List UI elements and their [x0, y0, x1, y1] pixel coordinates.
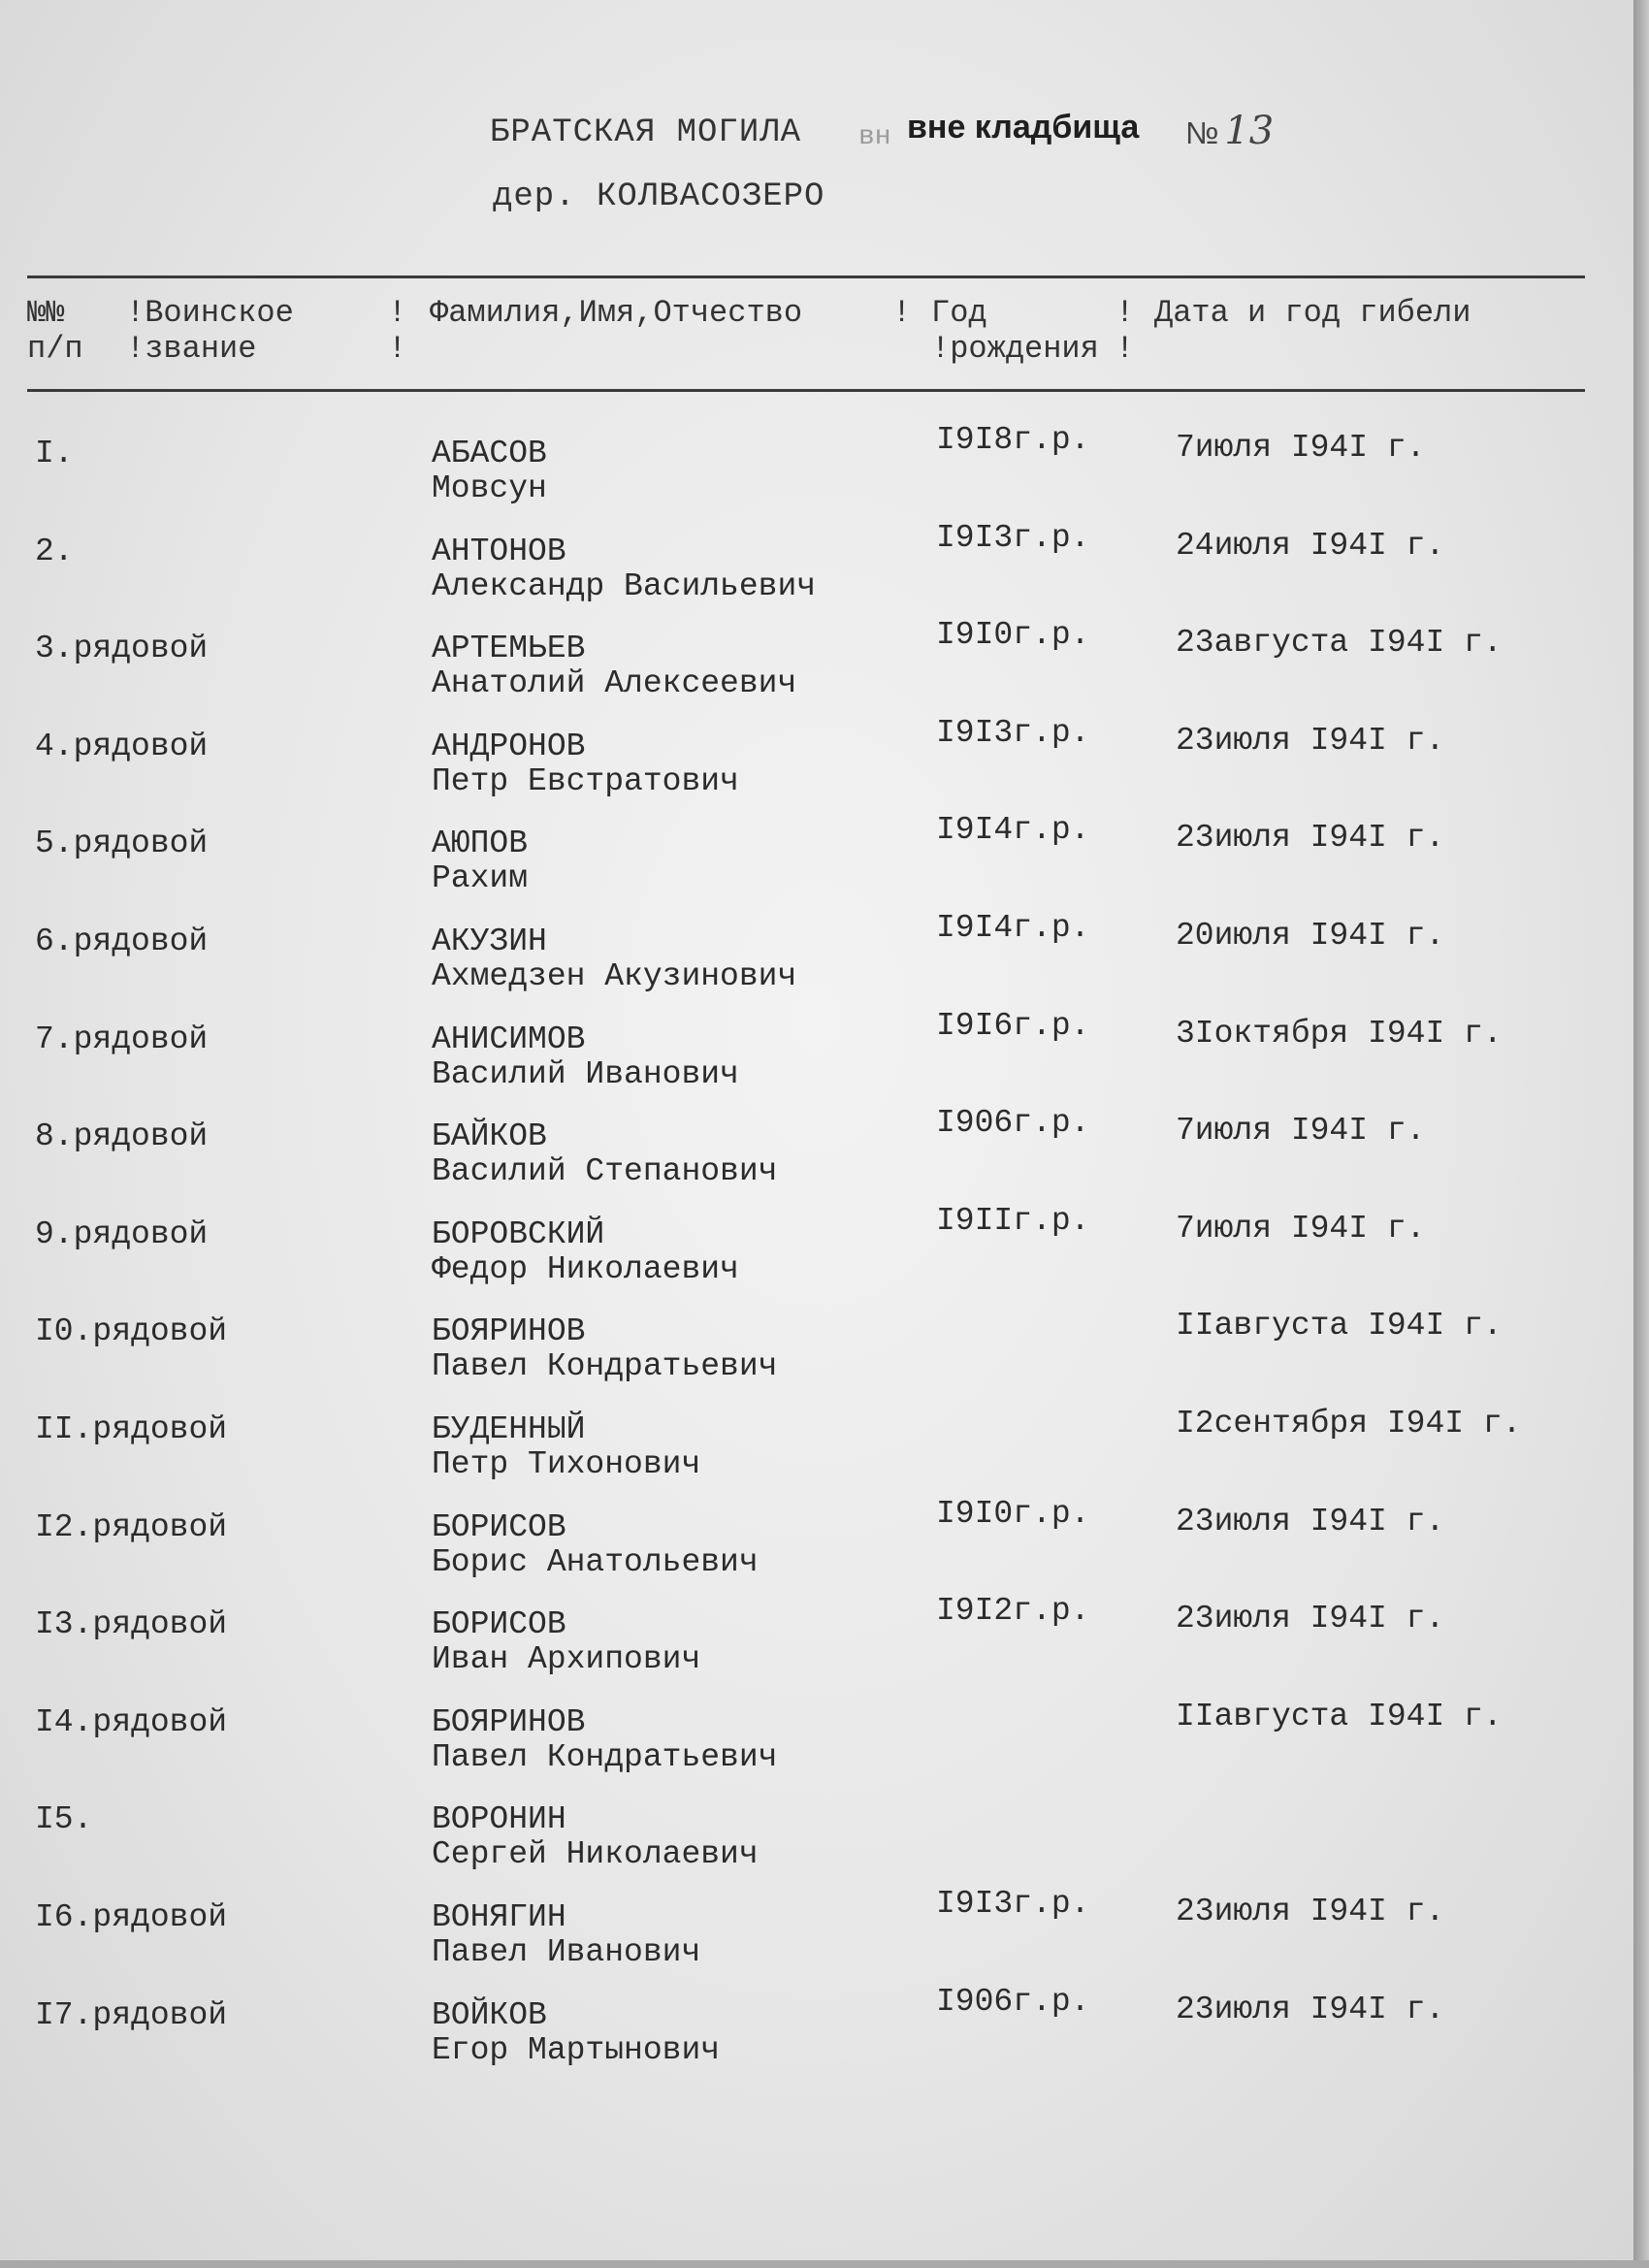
- row-birth-year: I9I4г.р.: [936, 910, 1090, 946]
- row-given-names: Петр Тихонович: [432, 1446, 701, 1482]
- table-row: [0, 910, 1633, 1021]
- row-death-date: 23июля I94I г.: [1176, 722, 1445, 759]
- row-number-rank: [35, 1119, 208, 1154]
- table-row: [0, 1802, 1633, 1899]
- row-surname: БОРОВСКИЙ: [432, 1215, 605, 1252]
- header-separator: !: [1116, 295, 1135, 331]
- table-row: [0, 1593, 1633, 1704]
- row-number: 3.: [35, 631, 74, 667]
- row-given-names: Петр Евстратович: [432, 762, 739, 799]
- row-number: I2.: [35, 1508, 93, 1545]
- row-given-names: Александр Васильевич: [432, 567, 817, 604]
- row-number-rank: [35, 1705, 227, 1740]
- row-death-date: I2сентября I94I г.: [1176, 1406, 1522, 1442]
- row-surname: БОРИСОВ: [432, 1606, 566, 1643]
- table-row: [0, 1698, 1633, 1802]
- row-rank: рядовой: [92, 1996, 228, 2033]
- row-death-date: 23июля I94I г.: [1176, 1503, 1445, 1539]
- table-row: [0, 1495, 1633, 1607]
- row-number-rank: [35, 826, 208, 861]
- row-surname: АНИСИМОВ: [432, 1021, 586, 1057]
- table-row: [0, 422, 1633, 534]
- row-rank: рядовой: [73, 1215, 209, 1252]
- row-surname: АЮПОВ: [432, 826, 529, 862]
- row-birth-year: I9I3г.р.: [936, 1886, 1090, 1922]
- row-rank: рядовой: [73, 1118, 209, 1155]
- row-number: 8.: [35, 1118, 74, 1155]
- row-number: I4.: [35, 1703, 93, 1740]
- row-given-names: Василий Иванович: [432, 1055, 739, 1092]
- table-row: [0, 1105, 1633, 1216]
- row-birth-year: I9I4г.р.: [936, 812, 1090, 849]
- grave-number-value: 13: [1224, 109, 1275, 153]
- header-full-name: Фамилия,Имя,Отчество: [430, 295, 803, 331]
- row-surname: АБАСОВ: [432, 436, 547, 471]
- table-row: [0, 519, 1633, 632]
- row-death-date: 7июля I94I г.: [1176, 1210, 1426, 1247]
- row-surname: ВОРОНИН: [432, 1801, 566, 1838]
- row-number: 6.: [35, 923, 74, 959]
- table-row: [0, 617, 1633, 729]
- row-death-date: IIавгуста I94I г.: [1176, 1698, 1503, 1734]
- row-given-names: Егор Мартынович: [432, 2031, 721, 2068]
- grave-number: [1185, 109, 1274, 153]
- row-number-rank: [35, 1900, 227, 1935]
- row-birth-year: I9I6г.р.: [936, 1007, 1090, 1044]
- table-row: [0, 1983, 1633, 2095]
- village-name: дер. КОЛВАСОЗЕРО: [493, 178, 825, 215]
- row-rank: рядовой: [92, 1606, 228, 1643]
- row-birth-year: I9I8г.р.: [936, 422, 1090, 458]
- row-number: 5.: [35, 826, 74, 862]
- header-rank: !Воинское !звание: [126, 295, 294, 367]
- row-number: I0.: [35, 1313, 93, 1350]
- row-number-rank: [35, 924, 208, 959]
- row-number: I6.: [35, 1899, 93, 1935]
- row-number: I7.: [35, 1996, 93, 2033]
- header-separator: !: [892, 295, 912, 331]
- row-surname: БУДЕННЫЙ: [432, 1411, 586, 1447]
- header-birth-year: Год !рождения: [931, 295, 1099, 367]
- row-given-names: Василий Степанович: [432, 1153, 778, 1190]
- row-number-rank: [35, 1998, 227, 2033]
- scan-edge: [0, 2260, 1649, 2268]
- row-death-date: 24июля I94I г.: [1176, 527, 1445, 564]
- row-given-names: Ахмедзен Акузинович: [432, 958, 797, 994]
- row-rank: рядовой: [73, 826, 209, 862]
- row-death-date: 23июля I94I г.: [1176, 1601, 1445, 1637]
- row-death-date: 23июля I94I г.: [1176, 1991, 1445, 2027]
- table-header-rule: [27, 389, 1585, 392]
- row-birth-year: I9I0г.р.: [936, 617, 1090, 654]
- row-given-names: Павел Иванович: [432, 1934, 701, 1970]
- row-rank: рядовой: [92, 1313, 228, 1350]
- scan-edge: [1633, 0, 1649, 2268]
- row-birth-year: I9I3г.р.: [936, 519, 1090, 556]
- row-surname: АРТЕМЬЕВ: [432, 631, 586, 667]
- table-row: [0, 1007, 1633, 1119]
- row-rank: рядовой: [92, 1703, 228, 1740]
- row-number-rank: [35, 535, 74, 569]
- row-given-names: Рахим: [432, 860, 529, 897]
- row-death-date: 23августа I94I г.: [1176, 625, 1503, 662]
- row-surname: АНТОНОВ: [432, 533, 566, 569]
- row-number: 9.: [35, 1215, 74, 1252]
- row-given-names: Федор Николаевич: [432, 1250, 739, 1287]
- row-number: I.: [35, 436, 74, 471]
- row-birth-year: I9I0г.р.: [936, 1495, 1090, 1532]
- row-rank: рядовой: [73, 631, 209, 667]
- row-given-names: Павел Кондратьевич: [432, 1738, 778, 1775]
- row-number-rank: [35, 1314, 227, 1349]
- row-rank: рядовой: [73, 728, 209, 764]
- row-given-names: Анатолий Алексеевич: [432, 665, 797, 702]
- row-number-rank: [35, 1510, 227, 1545]
- row-given-names: Сергей Николаевич: [432, 1836, 759, 1873]
- row-surname: АКУЗИН: [432, 923, 547, 959]
- row-rank: рядовой: [92, 1411, 228, 1447]
- row-death-date: 23июля I94I г.: [1176, 1894, 1445, 1929]
- table-row: [0, 714, 1633, 826]
- table-row: [0, 1406, 1633, 1509]
- row-surname: БОЯРИНОВ: [432, 1703, 586, 1740]
- row-death-date: 23июля I94I г.: [1176, 820, 1445, 857]
- row-number-rank: [35, 1802, 92, 1837]
- table-row: [0, 1886, 1633, 1997]
- table-row: [0, 812, 1633, 923]
- table-row: [0, 1202, 1633, 1314]
- row-surname: БОРИСОВ: [432, 1508, 566, 1545]
- row-rank: рядовой: [92, 1899, 228, 1935]
- row-death-date: 3Iоктября I94I г.: [1176, 1015, 1503, 1052]
- row-number: I5.: [35, 1801, 93, 1838]
- row-number-rank: [35, 632, 208, 666]
- header-death-date: Дата и год гибели: [1154, 295, 1471, 331]
- row-number: I3.: [35, 1606, 93, 1643]
- table-row: [0, 1308, 1633, 1411]
- header-separator: !: [1116, 331, 1135, 367]
- row-number-rank: [35, 729, 208, 764]
- row-number: II.: [35, 1411, 93, 1447]
- row-birth-year: I906г.р.: [936, 1983, 1090, 2020]
- row-rank: рядовой: [92, 1508, 228, 1545]
- row-number: 2.: [35, 533, 74, 569]
- row-number-rank: [35, 1022, 208, 1057]
- faint-strikethrough-text: вн: [858, 122, 891, 152]
- row-surname: БАЙКОВ: [432, 1118, 547, 1155]
- row-surname: АНДРОНОВ: [432, 728, 586, 764]
- row-number: 4.: [35, 728, 74, 764]
- row-given-names: Павел Кондратьевич: [432, 1348, 778, 1385]
- row-number: 7.: [35, 1021, 74, 1057]
- row-given-names: Мовсун: [432, 470, 547, 506]
- row-birth-year: I9IIг.р.: [936, 1202, 1090, 1239]
- row-number-rank: [35, 437, 74, 471]
- row-birth-year: I9I3г.р.: [936, 714, 1090, 751]
- row-number-rank: [35, 1217, 208, 1252]
- header-separator: ! !: [388, 295, 407, 367]
- row-rank: рядовой: [73, 923, 209, 959]
- row-birth-year: I906г.р.: [936, 1105, 1090, 1142]
- row-rank: рядовой: [73, 1021, 209, 1057]
- row-surname: ВОЙКОВ: [432, 1996, 547, 2033]
- row-given-names: Борис Анатольевич: [432, 1543, 759, 1580]
- row-surname: ВОНЯГИН: [432, 1899, 566, 1935]
- row-death-date: IIавгуста I94I г.: [1176, 1308, 1503, 1345]
- table-top-rule: [27, 275, 1585, 278]
- row-surname: БОЯРИНОВ: [432, 1313, 586, 1350]
- row-death-date: 20июля I94I г.: [1176, 918, 1445, 954]
- row-given-names: Иван Архипович: [432, 1641, 701, 1678]
- row-number-rank: [35, 1607, 227, 1642]
- header-number: №№ п/п: [27, 295, 83, 367]
- row-number-rank: [35, 1412, 227, 1447]
- row-death-date: 7июля I94I г.: [1176, 1113, 1426, 1150]
- row-birth-year: I9I2г.р.: [936, 1593, 1090, 1630]
- grave-number-label: №: [1185, 115, 1219, 150]
- document-title: БРАТСКАЯ МОГИЛА: [490, 114, 802, 151]
- location-note: вне кладбища: [907, 109, 1140, 146]
- row-death-date: 7июля I94I г.: [1176, 430, 1426, 466]
